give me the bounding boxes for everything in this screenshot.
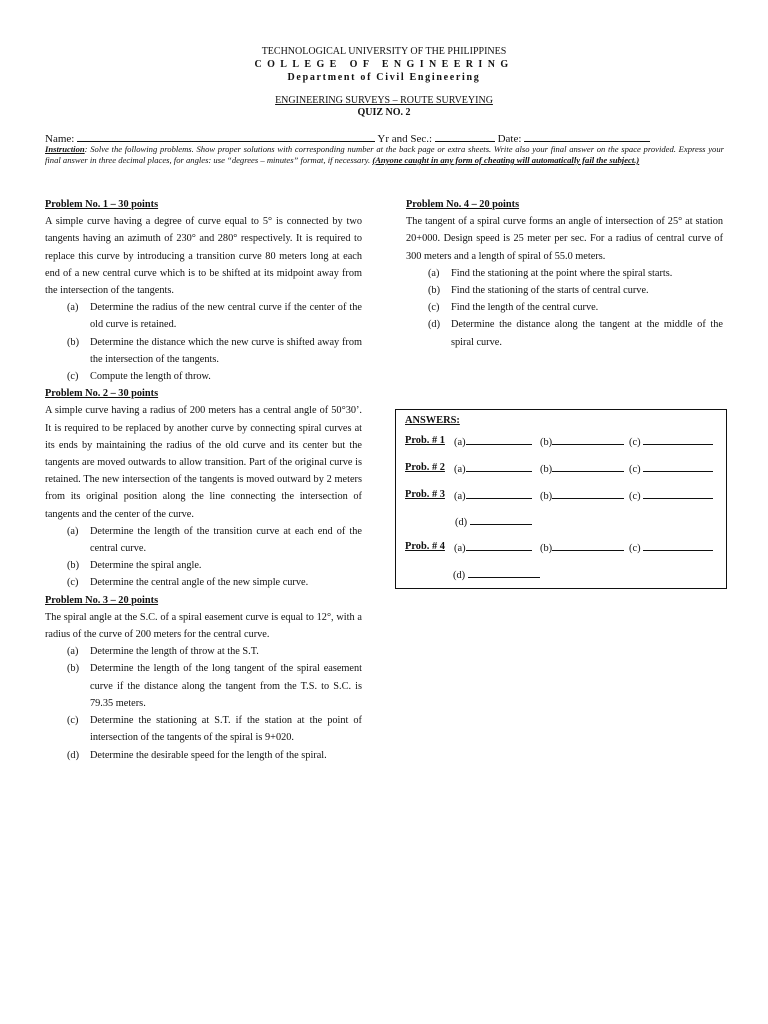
instruction-label: Instruction — [45, 144, 85, 154]
course-title: ENGINEERING SURVEYS – ROUTE SURVEYING — [275, 95, 493, 106]
item-text: Determine the distance along the tangent at the middle of the spiral curve. — [451, 319, 723, 348]
problem-4 — [406, 196, 723, 351]
problem-item — [45, 368, 362, 385]
department-name: Department of Civil Engineering — [287, 72, 481, 83]
answer-b — [540, 540, 624, 555]
item-marker: (b) — [67, 336, 80, 348]
answer-blank[interactable] — [643, 488, 713, 499]
answer-marker: (a) — [454, 464, 466, 475]
problem-item — [45, 334, 362, 368]
item-text: Determine the distance which the new curve is shifted away from the intersection of the tangents. — [90, 336, 362, 365]
instruction-text: : Solve the following problems. Show proper solutions with corresponding number at the back page or extra sheets. Write also your final answer on the space provided. Express your final answer in three decimal places, for angles: use “degrees – minutes” format, if necessary. — [45, 144, 724, 165]
instructions — [45, 144, 724, 166]
problem-text: A simple curve having a degree of curve equal to 5° is connected by two tangents having an azimuth of 230° and 280° respectively. It is required to replace this curve by introducing a transition curve 80 meters long at each end of a new central curve which is to be shifted at its midpoint away from the intersection of the tangents. — [45, 216, 362, 297]
quiz-number: QUIZ NO. 2 — [357, 107, 411, 118]
answer-row-1 — [405, 434, 445, 447]
answer-c — [629, 461, 713, 476]
item-marker: (a) — [67, 302, 79, 314]
answer-marker: (d) — [453, 570, 466, 581]
item-text: Determine the length of throw at the S.T. — [90, 646, 259, 658]
problem-2 — [45, 385, 362, 591]
university-name: TECHNOLOGICAL UNIVERSITY OF THE PHILIPPINES — [261, 46, 507, 57]
answer-a — [454, 461, 532, 476]
problem-1 — [45, 196, 362, 385]
item-marker: (a) — [67, 646, 79, 658]
item-marker: (b) — [67, 663, 80, 675]
answer-blank[interactable] — [643, 434, 713, 445]
item-text: Determine the length of the transition curve at each end of the central curve. — [90, 525, 362, 555]
item-text: Determine the desirable speed for the length of the spiral. — [90, 749, 327, 761]
problem-item — [45, 299, 362, 333]
problem-item — [406, 299, 723, 316]
answer-marker: (b) — [540, 491, 553, 502]
item-text: Find the stationing at the point where the spiral starts. — [451, 267, 673, 279]
answer-blank[interactable] — [643, 540, 713, 551]
answer-marker: (c) — [629, 437, 641, 448]
item-marker: (c) — [428, 302, 440, 314]
answer-marker: (b) — [540, 543, 553, 554]
answer-row-3 — [405, 488, 445, 501]
problem-item — [406, 265, 723, 282]
answers-box — [395, 409, 727, 589]
answer-blank[interactable] — [466, 461, 532, 472]
answer-marker: (a) — [454, 543, 466, 554]
item-text: Determine the length of the long tangent of the spiral easement curve if the distance along the tangent from the T.S. to S.C. is 79.35 meters. — [90, 663, 362, 709]
answer-d — [453, 567, 540, 582]
problem-title: Problem No. 4 – 20 points — [406, 199, 520, 210]
problem-text: The spiral angle at the S.C. of a spiral easement curve is equal to 12°, with a radius of the curve of 200 meters for the central curve. — [45, 611, 362, 641]
answer-marker: (a) — [454, 437, 466, 448]
item-text: Determine the spiral angle. — [90, 560, 202, 572]
answer-a — [454, 434, 532, 449]
problem-3 — [45, 592, 362, 764]
date-label: Date: — [497, 133, 522, 145]
item-text: Find the stationing of the starts of central curve. — [451, 285, 649, 297]
name-label: Name: — [45, 133, 75, 145]
item-text: Determine the central angle of the new simple curve. — [90, 577, 309, 589]
item-text: Determine the radius of the new central curve if the center of the old curve is retained. — [90, 302, 362, 331]
item-marker: (b) — [428, 285, 441, 297]
answer-marker: (c) — [629, 543, 641, 554]
answers-title: ANSWERS: — [405, 415, 460, 426]
problem-item — [406, 316, 723, 350]
problem-item — [45, 574, 362, 591]
answer-row-label: Prob. # 3 — [405, 489, 445, 500]
answer-blank[interactable] — [466, 434, 532, 445]
answer-b — [540, 488, 624, 503]
answer-blank[interactable] — [466, 488, 532, 499]
answer-marker: (b) — [540, 437, 553, 448]
answer-row-label: Prob. # 2 — [405, 462, 445, 473]
cheating-warning: (Anyone caught in any form of cheating will automatically fail the subject.) — [372, 155, 640, 165]
yr-sec-label: Yr and Sec.: — [377, 133, 433, 145]
answer-row-label: Prob. # 1 — [405, 435, 445, 446]
problem-item — [45, 712, 362, 746]
answer-a — [454, 540, 532, 555]
answer-b — [540, 434, 624, 449]
college-name: COLLEGE OF ENGINEERING — [254, 59, 514, 70]
yr-sec-field[interactable] — [435, 131, 495, 142]
answer-c — [629, 540, 713, 555]
problem-item — [45, 523, 362, 557]
answer-blank[interactable] — [552, 488, 624, 499]
answer-b — [540, 461, 624, 476]
answer-blank[interactable] — [470, 514, 532, 525]
name-field[interactable] — [77, 131, 375, 142]
left-column — [45, 196, 362, 764]
answer-marker: (d) — [455, 517, 468, 528]
answer-blank[interactable] — [643, 461, 713, 472]
answer-c — [629, 434, 713, 449]
answer-d — [455, 514, 532, 529]
problem-title: Problem No. 3 – 20 points — [45, 594, 159, 606]
answer-marker: (b) — [540, 464, 553, 475]
item-marker: (a) — [428, 267, 440, 279]
date-field[interactable] — [524, 131, 650, 142]
problem-text: The tangent of a spiral curve forms an angle of intersection of 25° at station 20+000. Design speed is 25 meter per sec. For a radius of central curve of 300 meters and a length of spiral of 55.0 meters. — [406, 216, 723, 262]
answer-row-4 — [405, 540, 445, 553]
item-marker: (d) — [428, 319, 441, 331]
problem-item — [45, 557, 362, 574]
item-text: Compute the length of throw. — [90, 371, 211, 383]
answer-row-2 — [405, 461, 445, 474]
answer-blank[interactable] — [552, 540, 624, 551]
item-marker: (a) — [67, 525, 79, 537]
item-marker: (d) — [67, 749, 80, 761]
problem-title: Problem No. 2 – 30 points — [45, 388, 159, 400]
problem-item — [406, 282, 723, 299]
answer-blank[interactable] — [466, 540, 532, 551]
item-text: Find the length of the central curve. — [451, 302, 599, 314]
answer-blank[interactable] — [468, 567, 540, 578]
problem-item — [45, 660, 362, 712]
item-marker: (c) — [67, 371, 79, 383]
answer-blank[interactable] — [552, 434, 624, 445]
answer-row-label: Prob. # 4 — [405, 541, 445, 552]
problem-item — [45, 643, 362, 660]
answer-a — [454, 488, 532, 503]
answer-c — [629, 488, 713, 503]
problem-title: Problem No. 1 – 30 points — [45, 199, 159, 210]
answer-marker: (a) — [454, 491, 466, 502]
problem-item — [45, 747, 362, 764]
item-text: Determine the stationing at S.T. if the station at the point of intersection of the tangents of the spiral is 9+020. — [90, 715, 362, 744]
answer-marker: (c) — [629, 464, 641, 475]
problem-text: A simple curve having a radius of 200 meters has a central angle of 50°30’. It is required to be replaced by another curve by connecting spiral curves at its ends by maintaining the radius of the old curve and its center but the tangents are moved outwards to allow transition. Part of the original curve is retained. The new intersection of the tangents is moved outward by 2 meters from its original position along the line connecting the intersection of tangents and the center of the curve. — [45, 405, 362, 520]
answer-blank[interactable] — [552, 461, 624, 472]
item-marker: (c) — [67, 577, 79, 589]
right-column — [406, 196, 723, 351]
answer-marker: (c) — [629, 491, 641, 502]
item-marker: (b) — [67, 560, 80, 572]
item-marker: (c) — [67, 715, 79, 727]
